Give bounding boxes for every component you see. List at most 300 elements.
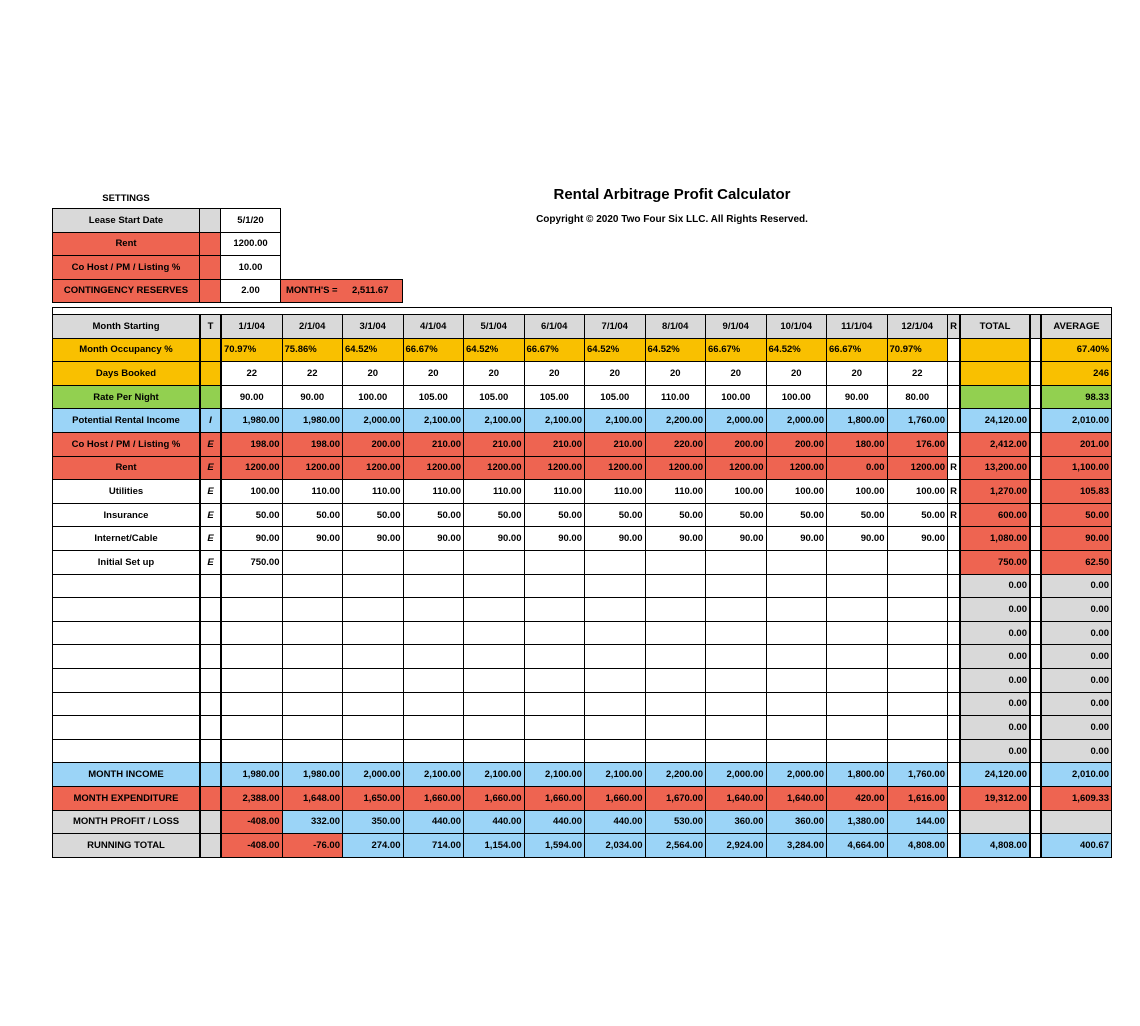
month-value-cell[interactable] [584, 644, 646, 669]
setting-value-input[interactable]: 10.00 [220, 255, 281, 280]
month-value-cell[interactable] [887, 621, 949, 646]
month-value-cell[interactable]: 1200.00 [887, 456, 949, 481]
month-value-cell[interactable]: 210.00 [524, 432, 586, 457]
month-value-cell[interactable]: 1,660.00 [524, 786, 586, 811]
row-r-flag [947, 550, 960, 575]
month-value-cell[interactable]: 360.00 [705, 810, 767, 835]
month-value-cell[interactable]: 100.00 [342, 385, 404, 410]
month-value-cell[interactable]: 110.00 [342, 479, 404, 504]
month-value-cell[interactable] [282, 621, 344, 646]
month-value-cell[interactable] [766, 597, 828, 622]
month-value-cell[interactable] [826, 621, 888, 646]
month-value-cell[interactable] [282, 574, 344, 599]
month-value-cell[interactable]: 220.00 [645, 432, 707, 457]
month-value-cell[interactable] [342, 574, 404, 599]
month-value-cell[interactable] [826, 597, 888, 622]
month-value-cell[interactable]: 714.00 [403, 833, 465, 858]
month-value-cell[interactable] [463, 739, 525, 764]
month-value-cell[interactable]: 1,670.00 [645, 786, 707, 811]
month-value-cell[interactable]: 66.67% [826, 338, 888, 363]
month-value-cell[interactable] [887, 692, 949, 717]
month-value-cell[interactable]: 110.00 [645, 479, 707, 504]
month-value-cell[interactable]: 1,980.00 [282, 762, 344, 787]
month-value-cell[interactable] [705, 574, 767, 599]
month-value-cell[interactable]: 20 [826, 361, 888, 386]
month-value-cell[interactable]: 1200.00 [766, 456, 828, 481]
month-value-cell[interactable] [705, 668, 767, 693]
month-value-cell[interactable]: 90.00 [342, 526, 404, 551]
month-value-cell[interactable]: 90.00 [463, 526, 525, 551]
month-value-cell[interactable]: 2,100.00 [403, 762, 465, 787]
month-value-cell[interactable]: 1,980.00 [221, 762, 283, 787]
month-value-cell[interactable] [766, 574, 828, 599]
month-value-cell[interactable]: 0.00 [826, 456, 888, 481]
month-value-cell[interactable] [403, 715, 465, 740]
month-value-cell[interactable]: 420.00 [826, 786, 888, 811]
month-value-cell[interactable] [584, 574, 646, 599]
row-total: 1,080.00 [960, 526, 1030, 551]
month-value-cell[interactable] [463, 692, 525, 717]
month-value-cell[interactable]: 105.00 [584, 385, 646, 410]
month-value-cell[interactable]: 2,100.00 [463, 408, 525, 433]
month-value-cell[interactable] [705, 550, 767, 575]
month-value-cell[interactable] [282, 597, 344, 622]
month-value-cell[interactable]: 1,660.00 [584, 786, 646, 811]
month-value-cell[interactable] [766, 621, 828, 646]
setting-value-input[interactable]: 2.00 [220, 279, 281, 304]
month-value-cell[interactable] [282, 550, 344, 575]
month-value-cell[interactable]: 1,616.00 [887, 786, 949, 811]
month-value-cell[interactable]: 50.00 [645, 503, 707, 528]
month-value-cell[interactable] [887, 668, 949, 693]
month-value-cell[interactable]: 90.00 [826, 385, 888, 410]
month-value-cell[interactable]: 20 [766, 361, 828, 386]
month-value-cell[interactable]: 180.00 [826, 432, 888, 457]
month-value-cell[interactable]: 50.00 [826, 503, 888, 528]
month-value-cell[interactable] [524, 739, 586, 764]
month-value-cell[interactable] [766, 739, 828, 764]
month-value-cell[interactable]: 100.00 [887, 479, 949, 504]
month-value-cell[interactable]: 1,980.00 [221, 408, 283, 433]
month-value-cell[interactable] [403, 644, 465, 669]
month-value-cell[interactable]: 90.00 [221, 526, 283, 551]
month-value-cell[interactable] [705, 597, 767, 622]
month-value-cell[interactable] [584, 715, 646, 740]
month-value-cell[interactable]: 66.67% [403, 338, 465, 363]
month-value-cell[interactable]: 50.00 [282, 503, 344, 528]
month-value-cell[interactable] [645, 574, 707, 599]
month-value-cell[interactable] [887, 715, 949, 740]
month-value-cell[interactable]: 1,154.00 [463, 833, 525, 858]
row-label: MONTH PROFIT / LOSS [52, 810, 200, 835]
month-value-cell[interactable] [282, 692, 344, 717]
month-value-cell[interactable] [403, 739, 465, 764]
month-value-cell[interactable]: 2,100.00 [403, 408, 465, 433]
month-value-cell[interactable] [645, 550, 707, 575]
month-value-cell[interactable] [221, 574, 283, 599]
month-value-cell[interactable]: 1200.00 [282, 456, 344, 481]
month-value-cell[interactable]: 105.00 [403, 385, 465, 410]
month-value-cell[interactable] [524, 692, 586, 717]
month-value-cell[interactable] [826, 550, 888, 575]
month-value-cell[interactable] [766, 668, 828, 693]
month-value-cell[interactable]: 200.00 [342, 432, 404, 457]
month-value-cell[interactable] [221, 739, 283, 764]
month-value-cell[interactable]: 110.00 [282, 479, 344, 504]
month-value-cell[interactable]: 1,660.00 [403, 786, 465, 811]
row-total: 2,412.00 [960, 432, 1030, 457]
month-value-cell[interactable]: 2,100.00 [584, 762, 646, 787]
month-value-cell[interactable] [524, 621, 586, 646]
row-gap [1030, 621, 1041, 646]
month-value-cell[interactable]: 1,980.00 [282, 408, 344, 433]
month-value-cell[interactable]: 2,100.00 [524, 408, 586, 433]
month-value-cell[interactable] [282, 715, 344, 740]
month-value-cell[interactable] [584, 550, 646, 575]
month-value-cell[interactable]: 1,640.00 [705, 786, 767, 811]
month-value-cell[interactable]: 64.52% [463, 338, 525, 363]
month-value-cell[interactable] [282, 739, 344, 764]
month-value-cell[interactable]: 64.52% [766, 338, 828, 363]
month-value-cell[interactable] [887, 597, 949, 622]
month-value-cell[interactable] [766, 715, 828, 740]
row-average: 0.00 [1041, 692, 1112, 717]
month-value-cell[interactable]: 20 [463, 361, 525, 386]
month-value-cell[interactable]: 200.00 [705, 432, 767, 457]
month-value-cell[interactable]: 70.97% [887, 338, 949, 363]
month-value-cell[interactable]: 90.00 [887, 526, 949, 551]
month-value-cell[interactable]: 1,760.00 [887, 762, 949, 787]
month-value-cell[interactable] [342, 621, 404, 646]
month-value-cell[interactable]: 22 [221, 361, 283, 386]
month-value-cell[interactable]: 90.00 [826, 526, 888, 551]
month-value-cell[interactable]: 100.00 [766, 479, 828, 504]
month-value-cell[interactable]: 144.00 [887, 810, 949, 835]
month-value-cell[interactable] [826, 715, 888, 740]
month-value-cell[interactable]: 350.00 [342, 810, 404, 835]
month-value-cell[interactable]: 332.00 [282, 810, 344, 835]
month-value-cell[interactable]: 3,284.00 [766, 833, 828, 858]
month-value-cell[interactable]: 2,924.00 [705, 833, 767, 858]
month-value-cell[interactable]: 2,200.00 [645, 408, 707, 433]
month-value-cell[interactable] [887, 574, 949, 599]
month-value-cell[interactable]: 210.00 [584, 432, 646, 457]
month-value-cell[interactable]: 2,200.00 [645, 762, 707, 787]
month-value-cell[interactable] [887, 739, 949, 764]
row-gap [1030, 503, 1041, 528]
month-value-cell[interactable]: 2,000.00 [342, 762, 404, 787]
month-value-cell[interactable]: 1,640.00 [766, 786, 828, 811]
month-value-cell[interactable]: 440.00 [463, 810, 525, 835]
month-value-cell[interactable] [282, 668, 344, 693]
month-value-cell[interactable]: 100.00 [826, 479, 888, 504]
month-value-cell[interactable]: 1200.00 [342, 456, 404, 481]
setting-spacer [199, 208, 221, 233]
month-value-cell[interactable] [826, 574, 888, 599]
row-label: Insurance [52, 503, 200, 528]
month-value-cell[interactable]: 50.00 [766, 503, 828, 528]
month-value-cell[interactable]: 1200.00 [463, 456, 525, 481]
month-value-cell[interactable] [403, 597, 465, 622]
month-value-cell[interactable]: 70.97% [221, 338, 283, 363]
month-value-cell[interactable] [342, 739, 404, 764]
month-value-cell[interactable]: 110.00 [584, 479, 646, 504]
month-value-cell[interactable] [524, 574, 586, 599]
month-value-cell[interactable]: 110.00 [524, 479, 586, 504]
month-value-cell[interactable]: 1200.00 [403, 456, 465, 481]
month-value-cell[interactable]: 105.00 [463, 385, 525, 410]
month-value-cell[interactable] [463, 668, 525, 693]
row-gap [1030, 597, 1041, 622]
month-value-cell[interactable] [342, 644, 404, 669]
row-average: 0.00 [1041, 597, 1112, 622]
month-value-cell[interactable]: 2,000.00 [766, 762, 828, 787]
row-type [200, 833, 221, 858]
month-value-cell[interactable]: 90.00 [403, 526, 465, 551]
month-value-cell[interactable]: 1200.00 [584, 456, 646, 481]
month-value-cell[interactable]: 200.00 [766, 432, 828, 457]
month-value-cell[interactable]: 1,650.00 [342, 786, 404, 811]
month-value-cell[interactable] [463, 597, 525, 622]
month-value-cell[interactable] [645, 621, 707, 646]
month-value-cell[interactable] [887, 550, 949, 575]
month-value-cell[interactable]: 1,800.00 [826, 762, 888, 787]
month-value-cell[interactable]: 2,000.00 [705, 762, 767, 787]
month-value-cell[interactable] [524, 668, 586, 693]
month-value-cell[interactable]: 50.00 [705, 503, 767, 528]
month-value-cell[interactable] [342, 597, 404, 622]
month-value-cell[interactable]: 360.00 [766, 810, 828, 835]
month-value-cell[interactable] [221, 715, 283, 740]
month-value-cell[interactable]: 2,100.00 [463, 762, 525, 787]
month-value-cell[interactable]: 530.00 [645, 810, 707, 835]
month-value-cell[interactable] [282, 644, 344, 669]
month-value-cell[interactable] [584, 692, 646, 717]
month-value-cell[interactable] [645, 739, 707, 764]
row-total: 0.00 [960, 574, 1030, 599]
month-value-cell[interactable] [645, 668, 707, 693]
month-value-cell[interactable] [524, 597, 586, 622]
month-value-cell[interactable]: 2,388.00 [221, 786, 283, 811]
month-value-cell[interactable]: 90.00 [282, 526, 344, 551]
month-value-cell[interactable] [826, 692, 888, 717]
month-value-cell[interactable] [584, 621, 646, 646]
month-value-cell[interactable]: -408.00 [221, 810, 283, 835]
month-value-cell[interactable]: -408.00 [221, 833, 283, 858]
month-value-cell[interactable]: 2,100.00 [524, 762, 586, 787]
month-value-cell[interactable]: 1,800.00 [826, 408, 888, 433]
month-value-cell[interactable]: 1,648.00 [282, 786, 344, 811]
month-value-cell[interactable] [524, 715, 586, 740]
month-value-cell[interactable]: 1,760.00 [887, 408, 949, 433]
month-value-cell[interactable]: 20 [645, 361, 707, 386]
month-value-cell[interactable]: 90.00 [584, 526, 646, 551]
month-value-cell[interactable]: 110.00 [645, 385, 707, 410]
month-value-cell[interactable]: 20 [584, 361, 646, 386]
month-value-cell[interactable]: 100.00 [705, 479, 767, 504]
month-value-cell[interactable]: 440.00 [403, 810, 465, 835]
month-value-cell[interactable] [705, 644, 767, 669]
month-value-cell[interactable]: 100.00 [221, 479, 283, 504]
month-value-cell[interactable]: 90.00 [645, 526, 707, 551]
month-value-cell[interactable] [403, 621, 465, 646]
month-value-cell[interactable] [221, 597, 283, 622]
month-value-cell[interactable]: 50.00 [887, 503, 949, 528]
month-value-cell[interactable]: 1200.00 [524, 456, 586, 481]
month-value-cell[interactable]: 2,564.00 [645, 833, 707, 858]
month-value-cell[interactable] [463, 550, 525, 575]
month-value-cell[interactable]: 50.00 [221, 503, 283, 528]
month-value-cell[interactable] [705, 715, 767, 740]
month-value-cell[interactable]: 210.00 [403, 432, 465, 457]
month-value-cell[interactable] [403, 574, 465, 599]
month-value-cell[interactable] [221, 644, 283, 669]
month-value-cell[interactable]: 50.00 [342, 503, 404, 528]
month-value-cell[interactable]: 2,000.00 [705, 408, 767, 433]
month-value-cell[interactable]: 110.00 [403, 479, 465, 504]
month-value-cell[interactable]: 22 [887, 361, 949, 386]
month-value-cell[interactable]: 100.00 [766, 385, 828, 410]
month-value-cell[interactable] [645, 597, 707, 622]
month-value-cell[interactable]: 50.00 [524, 503, 586, 528]
month-value-cell[interactable]: 90.00 [221, 385, 283, 410]
row-label: Initial Set up [52, 550, 200, 575]
month-value-cell[interactable] [221, 692, 283, 717]
month-value-cell[interactable]: 90.00 [705, 526, 767, 551]
month-value-cell[interactable]: 2,000.00 [766, 408, 828, 433]
row-total: 0.00 [960, 597, 1030, 622]
month-value-cell[interactable] [342, 692, 404, 717]
month-value-cell[interactable] [584, 668, 646, 693]
month-value-cell[interactable] [463, 621, 525, 646]
month-value-cell[interactable]: 1200.00 [221, 456, 283, 481]
month-value-cell[interactable] [524, 644, 586, 669]
month-value-cell[interactable] [221, 621, 283, 646]
month-value-cell[interactable] [766, 644, 828, 669]
row-type [200, 574, 221, 599]
month-value-cell[interactable] [826, 668, 888, 693]
month-value-cell[interactable]: 2,100.00 [584, 408, 646, 433]
month-value-cell[interactable] [463, 715, 525, 740]
row-label: Days Booked [52, 361, 200, 386]
month-value-cell[interactable] [342, 715, 404, 740]
month-value-cell[interactable]: 50.00 [463, 503, 525, 528]
month-value-cell[interactable]: 22 [282, 361, 344, 386]
setting-label: Co Host / PM / Listing % [52, 255, 200, 280]
month-value-cell[interactable]: 64.52% [645, 338, 707, 363]
month-value-cell[interactable]: -76.00 [282, 833, 344, 858]
month-value-cell[interactable] [221, 668, 283, 693]
row-r-flag [947, 786, 960, 811]
row-total: 0.00 [960, 692, 1030, 717]
month-value-cell[interactable]: 440.00 [524, 810, 586, 835]
month-value-cell[interactable] [705, 739, 767, 764]
month-value-cell[interactable]: 20 [705, 361, 767, 386]
month-value-cell[interactable]: 64.52% [342, 338, 404, 363]
month-value-cell[interactable]: 105.00 [524, 385, 586, 410]
month-value-cell[interactable] [705, 621, 767, 646]
month-value-cell[interactable]: 66.67% [705, 338, 767, 363]
month-value-cell[interactable]: 440.00 [584, 810, 646, 835]
month-value-cell[interactable] [463, 644, 525, 669]
month-value-cell[interactable]: 50.00 [584, 503, 646, 528]
setting-label: Rent [52, 232, 200, 257]
month-value-cell[interactable] [645, 692, 707, 717]
month-value-cell[interactable]: 66.67% [524, 338, 586, 363]
month-value-cell[interactable] [403, 550, 465, 575]
month-value-cell[interactable]: 80.00 [887, 385, 949, 410]
month-value-cell[interactable]: 750.00 [221, 550, 283, 575]
month-value-cell[interactable] [342, 668, 404, 693]
month-value-cell[interactable]: 20 [342, 361, 404, 386]
month-value-cell[interactable]: 100.00 [705, 385, 767, 410]
month-value-cell[interactable]: 2,000.00 [342, 408, 404, 433]
month-value-cell[interactable] [403, 668, 465, 693]
month-value-cell[interactable]: 198.00 [221, 432, 283, 457]
month-value-cell[interactable] [524, 550, 586, 575]
month-value-cell[interactable] [766, 692, 828, 717]
month-value-cell[interactable]: 4,664.00 [826, 833, 888, 858]
month-value-cell[interactable]: 198.00 [282, 432, 344, 457]
month-value-cell[interactable]: 20 [524, 361, 586, 386]
month-value-cell[interactable] [766, 550, 828, 575]
setting-value-input[interactable]: 5/1/20 [220, 208, 281, 233]
month-value-cell[interactable] [826, 644, 888, 669]
month-value-cell[interactable]: 90.00 [282, 385, 344, 410]
month-value-cell[interactable]: 1,380.00 [826, 810, 888, 835]
row-r-flag [947, 574, 960, 599]
month-value-cell[interactable]: 50.00 [403, 503, 465, 528]
month-value-cell[interactable]: 4,808.00 [887, 833, 949, 858]
month-value-cell[interactable]: 1,660.00 [463, 786, 525, 811]
month-value-cell[interactable]: 110.00 [463, 479, 525, 504]
month-value-cell[interactable] [403, 692, 465, 717]
header-month: 8/1/04 [645, 314, 707, 339]
month-value-cell[interactable] [645, 715, 707, 740]
month-value-cell[interactable]: 1200.00 [705, 456, 767, 481]
month-value-cell[interactable]: 1,594.00 [524, 833, 586, 858]
month-value-cell[interactable]: 90.00 [524, 526, 586, 551]
month-value-cell[interactable] [584, 597, 646, 622]
month-value-cell[interactable] [645, 644, 707, 669]
month-value-cell[interactable] [584, 739, 646, 764]
month-value-cell[interactable]: 1200.00 [645, 456, 707, 481]
header-month: 2/1/04 [282, 314, 344, 339]
month-value-cell[interactable] [705, 692, 767, 717]
month-value-cell[interactable]: 2,034.00 [584, 833, 646, 858]
month-value-cell[interactable] [463, 574, 525, 599]
header-month: 5/1/04 [463, 314, 525, 339]
row-gap [1030, 810, 1041, 835]
month-value-cell[interactable]: 274.00 [342, 833, 404, 858]
row-gap [1030, 361, 1041, 386]
month-value-cell[interactable] [342, 550, 404, 575]
row-type: I [200, 408, 221, 433]
month-value-cell[interactable]: 176.00 [887, 432, 949, 457]
month-value-cell[interactable]: 64.52% [584, 338, 646, 363]
month-value-cell[interactable]: 20 [403, 361, 465, 386]
row-gap [1030, 668, 1041, 693]
setting-value-input[interactable]: 1200.00 [220, 232, 281, 257]
row-type [200, 810, 221, 835]
month-value-cell[interactable]: 75.86% [282, 338, 344, 363]
row-average: 62.50 [1041, 550, 1112, 575]
month-value-cell[interactable]: 210.00 [463, 432, 525, 457]
month-value-cell[interactable] [887, 644, 949, 669]
month-value-cell[interactable]: 90.00 [766, 526, 828, 551]
month-value-cell[interactable] [826, 739, 888, 764]
setting-spacer [199, 279, 221, 304]
